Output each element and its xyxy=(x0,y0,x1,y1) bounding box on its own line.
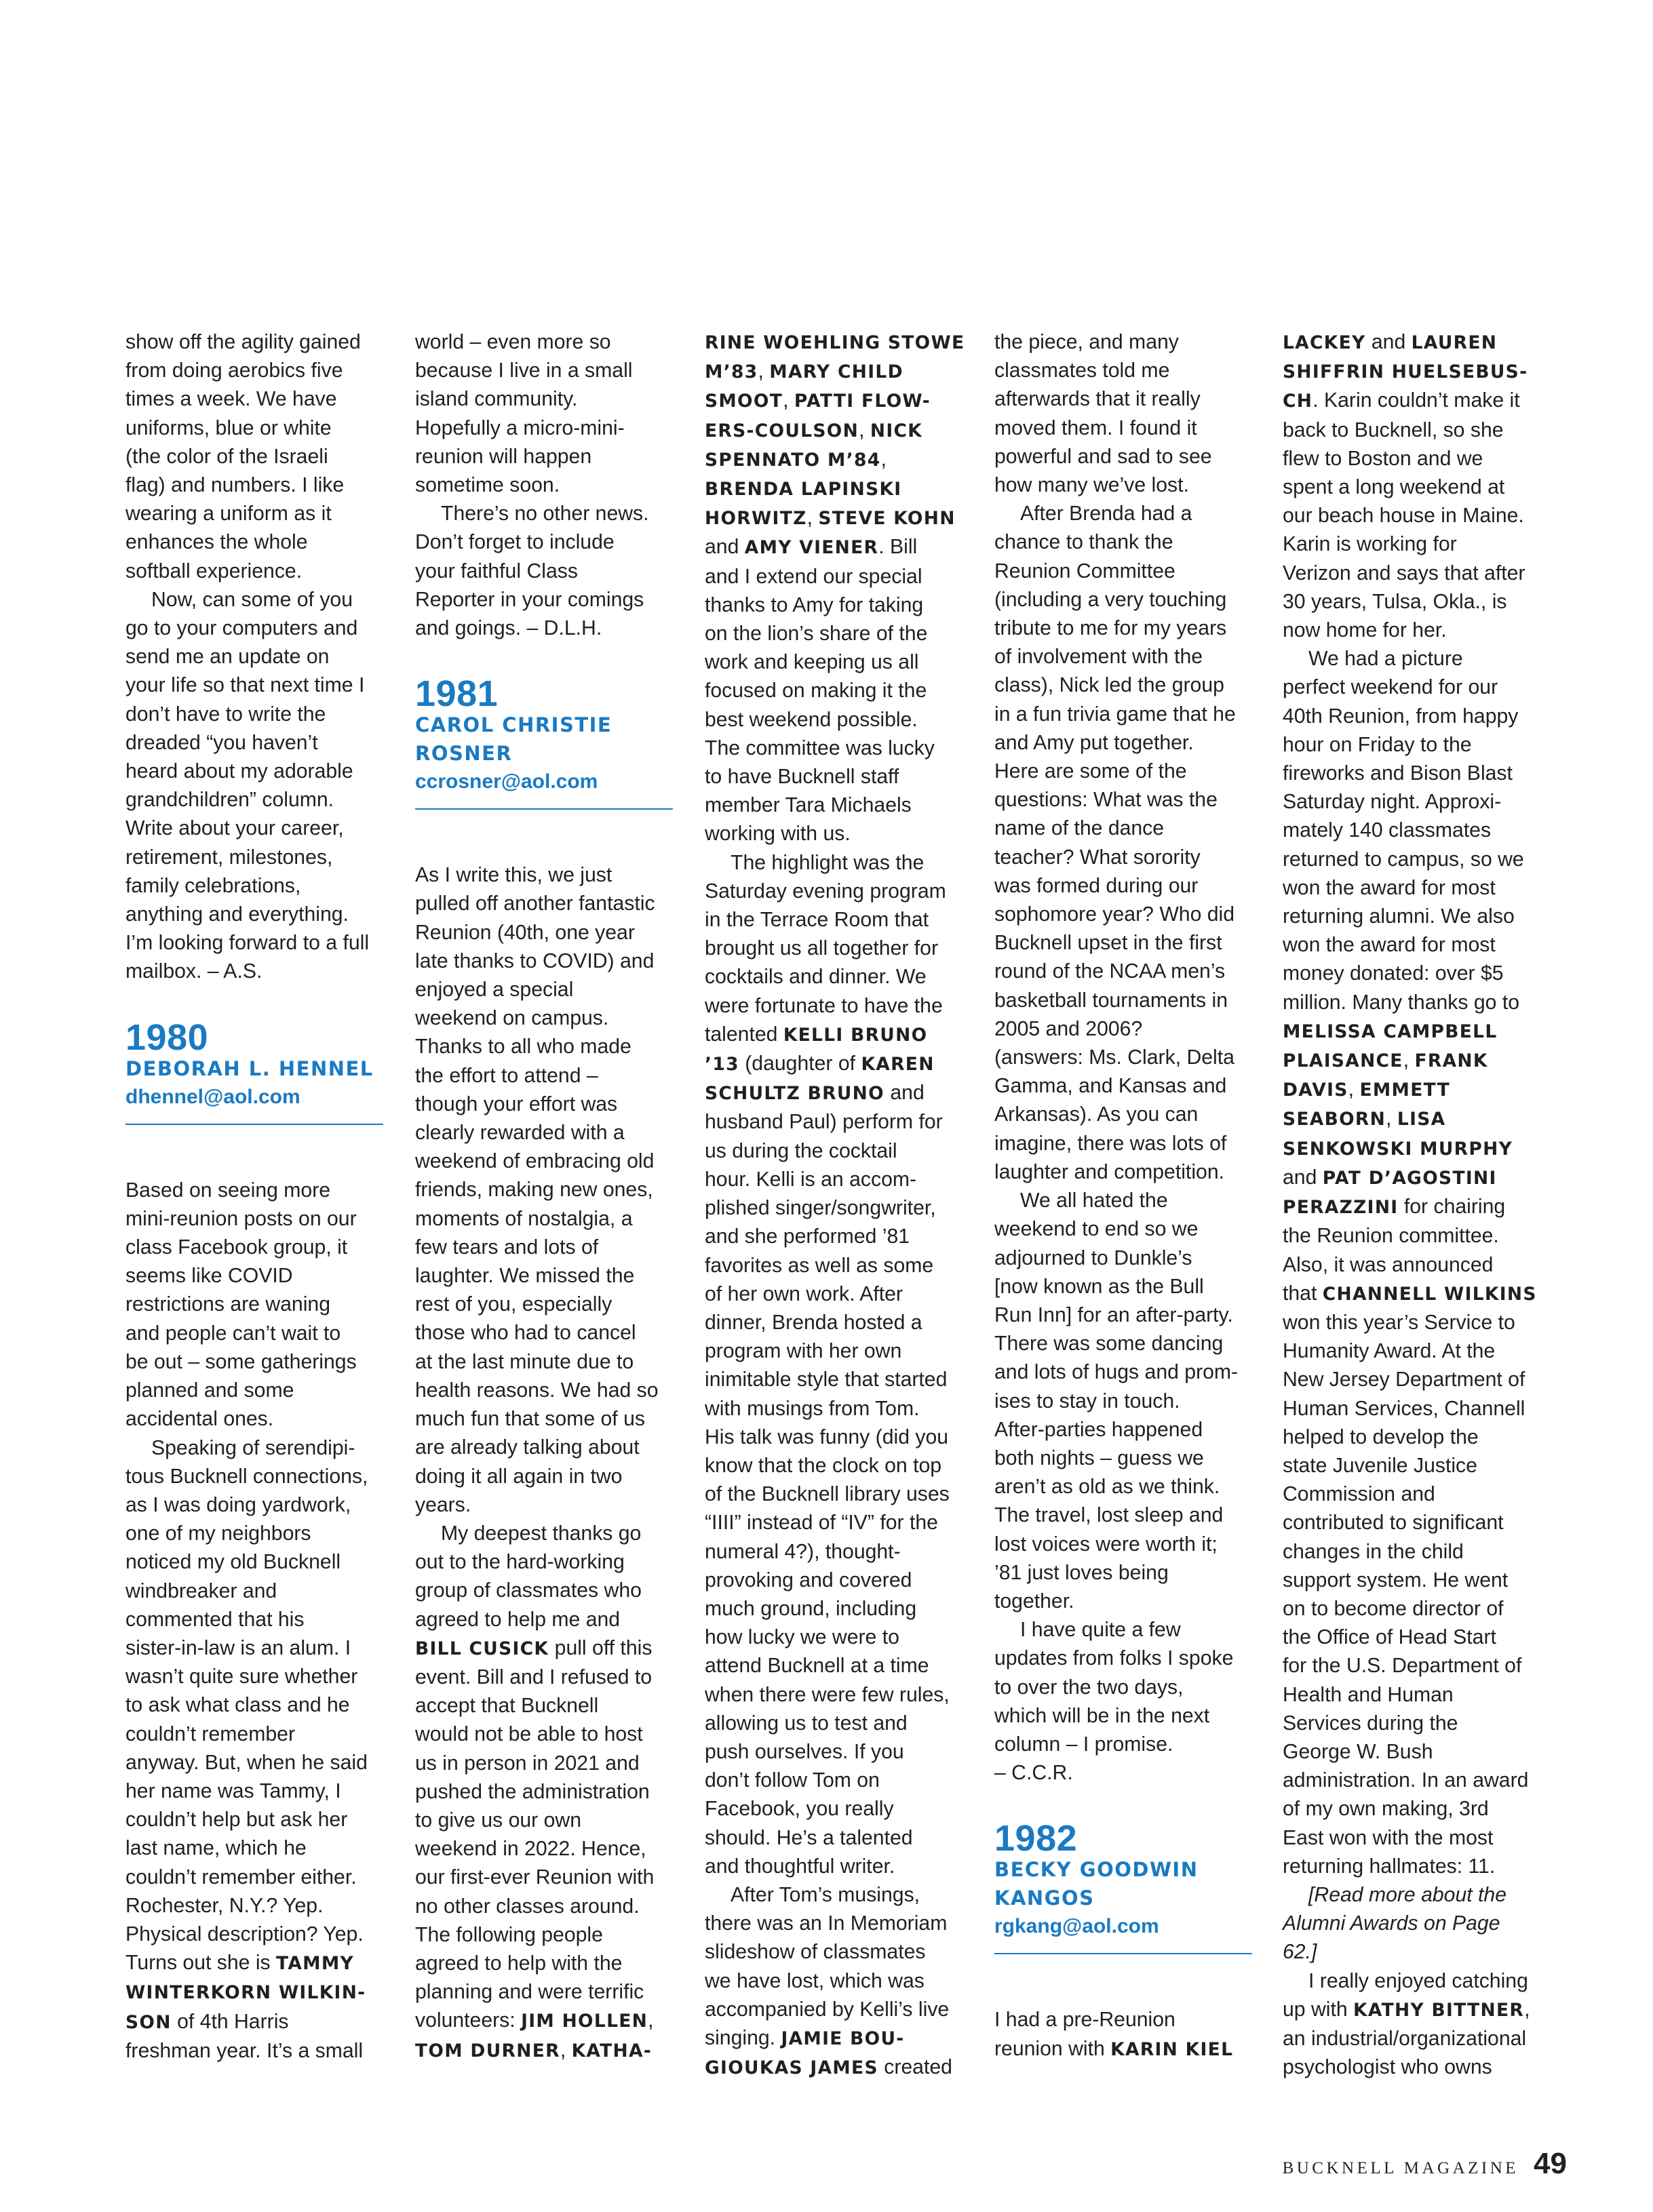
paragraph: I had a pre-Reunion reunion with KARIN KIEL xyxy=(994,2009,1234,2060)
paragraph: As I write this, we just pulled off another fantastic Reunion (40th, one year late thanks to COVID) and enjoyed a special weekend on campus. Thanks to all who made the effort to attend – though your effort was clearly rewarded with a weekend of embracing old friends, making new ones, moments of nostalgia, a few tears and lots of laughter. We missed the rest of you, especially those who had to cancel at the last minute due to health reasons. We had so much fun that some of us are already talking about doing it all again in two years. xyxy=(415,864,659,1516)
class-reporter-name: CAROL CHRISTIE ROSNER xyxy=(415,713,612,766)
classmate-name: KELLI BRUNO ’13 xyxy=(705,1024,928,1075)
classmate-name: KAREN SCHULTZ BRUNO xyxy=(705,1054,935,1105)
classmate-name: PAT D’AGOSTINI PERAZZINI xyxy=(1283,1167,1497,1219)
paragraph: the piece, and many classmates told me afterwards that it really moved them. I found it powerful and sad to see how many we’ve lost. xyxy=(994,331,1212,497)
paragraph: I really enjoyed catching up with KATHY BITTNER, an industrial/organizational psychologist who owns xyxy=(1283,1969,1530,2079)
classmate-name: KARIN KIEL xyxy=(1110,2038,1234,2060)
section-divider xyxy=(125,1124,383,1125)
classmate-name: TAMMY WINTERKORN WILKIN- SON xyxy=(125,1953,366,2033)
column-1 xyxy=(125,328,389,2066)
classmate-name: JIM HOLLEN xyxy=(521,2011,648,2032)
paragraph: We all hated the weekend to end so we adjourned to Dunkle’s [now known as the Bull Run Inn] for an after-party. There was some dancing and lots of hugs and prom- ises to stay in touch. After-parties happened both nights – guess we aren’t as old as we think. The travel, lost sleep and lost voices were worth it; ’81 just loves being together. xyxy=(994,1189,1239,1613)
reporter-email: ccrosner@aol.com xyxy=(415,770,598,793)
classmate-name: MARY CHILD SMOOT xyxy=(705,361,903,412)
classmate-name: PATTI FLOW- ERS-COULSON xyxy=(705,391,931,441)
magazine-name: BUCKNELL MAGAZINE xyxy=(1282,2159,1519,2177)
class-year-section xyxy=(994,1818,1258,1954)
class-year: 1981 xyxy=(415,673,499,715)
paragraph: After Brenda had a chance to thank the Reunion Committee (including a very touching tribute to me for my years of involvement with the class), Nick led the group in a fun trivia game that he and Amy put together. Here are some of the questions: What was the name of the dance teacher? What sorority was formed during our sophomore year? Who did Bucknell upset in the first round of the NCAA men’s basketball tournaments in 2005 and 2006? (answers: Ms. Clark, Delta Gamma, and Kansas and Arkansas). As you can imagine, there was lots of laughter and competition. xyxy=(994,502,1236,1183)
class-year-section xyxy=(415,673,678,810)
classmate-name: MELISSA CAMPBELL PLAISANCE xyxy=(1283,1021,1498,1072)
section-divider xyxy=(994,1953,1252,1954)
paragraph: show off the agility gained from doing aerobics five times a week. We have uniforms, blue or white (the color of the Israeli flag) and numbers. I like wearing a uniform as it enhances the whole softball experience. xyxy=(125,331,361,582)
class-reporter-name: BECKY GOODWIN KANGOS xyxy=(994,1858,1199,1910)
class-reporter-name: DEBORAH L. HENNEL xyxy=(125,1056,374,1080)
class-year-section xyxy=(125,1016,389,1125)
classmate-name: JAMIE BOU- GIOUKAS JAMES xyxy=(705,2028,905,2079)
column-3 xyxy=(705,328,968,2082)
paragraph: We had a picture perfect weekend for our 40th Reunion, from happy hour on Friday to the fireworks and Bison Blast Saturday night. Approxi- mately 140 classmates returned to campus, so we won the award for most returning alumni. We also won the award for most money donated: over $5 million. Many thanks go to MELISSA CAMPBELL PLAISANCE, FRANK DAVIS, EMMETT SEABORN, LISA SENKOWSKI MURPHY and PAT D’AGOSTINI PERAZZINI for chairing the Reunion committee. Also, it was announced that CHANNELL WILKINS won this year’s Service to Humanity Award. At the New Jersey Department of Human Services, Channell helped to develop the state Juvenile Justice Commission and contributed to significant changes in the child support system. He went on to become director of the Office of Head Start for the U.S. Department of Health and Human Services during the George W. Bush administration. In an award of my own making, 3rd East won with the most returning hallmates: 11. xyxy=(1283,648,1537,1878)
paragraph: My deepest thanks go out to the hard-working group of classmates who agreed to help me and BILL CUSICK pull off this event. Bill and I refused to accept that Bucknell would not be able to host us in person in 2021 and pushed the administration to give us our own weekend in 2022. Hence, our first-ever Reunion with no other classes around. The following people agreed to help with the planning and were terrific volunteers: JIM HOLLEN, TOM DURNER, KATHA- xyxy=(415,1522,655,2061)
classmate-name: BRENDA LAPINSKI HORWITZ xyxy=(705,479,902,530)
column-4 xyxy=(994,328,1258,2064)
classmate-name: KATHA- xyxy=(571,2040,653,2061)
reporter-email: rgkang@aol.com xyxy=(994,1915,1159,1938)
column-2 xyxy=(415,328,678,2066)
class-year: 1980 xyxy=(125,1016,209,1058)
page-footer xyxy=(1283,2147,1567,2181)
paragraph: world – even more so because I live in a small island community. Hopefully a micro-mini- reunion will happen sometime soon. xyxy=(415,331,633,497)
column-5 xyxy=(1283,328,1546,2082)
classmate-name: LAUREN SHIFFRIN HUELSEBUS- CH xyxy=(1283,332,1528,412)
paragraph: LACKEY and LAUREN SHIFFRIN HUELSEBUS- CH. Karin couldn’t make it back to Bucknell, so she flew to Boston and we spent a long weekend at our beach house in Maine. Karin is working for Verizon and says that after 30 years, Tulsa, Okla., is now home for her. xyxy=(1283,331,1528,642)
classmate-name: EMMETT SEABORN xyxy=(1283,1080,1450,1130)
classmate-name: LACKEY xyxy=(1283,332,1366,353)
paragraph: Speaking of serendipi- tous Bucknell connections, as I was doing yardwork, one of my neighbors noticed my old Bucknell windbreaker and commented that his sister-in-law is an alum. I wasn’t quite sure whether to ask what class and he couldn’t remember anyway. But, when he said her name was Tammy, I couldn’t help but ask her last name, which he couldn’t remember either. Rochester, N.Y.? Yep. Physical description? Yep. Turns out she is TAMMY WINTERKORN WILKIN- SON of 4th Harris freshman year. It’s a small xyxy=(125,1436,368,2062)
section-divider xyxy=(415,808,673,810)
paragraph: [Read more about the Alumni Awards on Page 62.] xyxy=(1283,1883,1506,1964)
classmate-name: RINE WOEHLING STOWE M’83 xyxy=(705,332,965,383)
page-number: 49 xyxy=(1534,2147,1567,2180)
paragraph: The highlight was the Saturday evening program in the Terrace Room that brought us all together for cocktails and dinner. We were fortunate to have the talented KELLI BRUNO ’13 (daughter of KAREN SCHULTZ BRUNO and husband Paul) perform for us during the cocktail hour. Kelli is an accom- plished singer/songwriter, and she performed ’81 favorites as well as some of her own work. After dinner, Brenda hosted a program with her own inimitable style that started with musings from Tom. His talk was funny (did you know that the clock on top of the Bucknell library uses “IIII” instead of “IV” for the numeral 4?), thought- provoking and covered much ground, including how lucky we were to attend Bucknell at a time when there were few rules, allowing us to test and push ourselves. If you don’t follow Tom on Facebook, you really should. He’s a talented and thoughtful writer. xyxy=(705,851,950,1878)
classmate-name: BILL CUSICK xyxy=(415,1638,549,1659)
classmate-name: KATHY BITTNER xyxy=(1353,1999,1525,2021)
paragraph: Now, can some of you go to your computers and send me an update on your life so that next time I don’t have to write the dreaded “you haven’t heard about my adorable grandchildren” column. Write about your career, retirement, milestones, family celebrations, anything and everything. I’m looking forward to a full mailbox. – A.S. xyxy=(125,588,370,983)
class-year: 1982 xyxy=(994,1818,1078,1859)
paragraph: Based on seeing more mini-reunion posts on our class Facebook group, it seems like COVID restrictions are waning and people can’t wait to be out – some gatherings planned and some accidental ones. xyxy=(125,1179,357,1431)
paragraph: There’s no other news. Don’t forget to include your faithful Class Reporter in your comings and goings. – D.L.H. xyxy=(415,502,649,640)
classmate-name: CHANNELL WILKINS xyxy=(1322,1283,1537,1305)
classmate-name: LISA SENKOWSKI MURPHY xyxy=(1283,1109,1513,1160)
classmate-name: NICK SPENNATO M’84 xyxy=(705,420,923,471)
classmate-name: STEVE KOHN xyxy=(818,508,956,530)
classmate-name: TOM DURNER xyxy=(415,2040,560,2061)
paragraph: After Tom’s musings, there was an In Memoriam slideshow of classmates we have lost, which was accompanied by Kelli’s live singing. JAMIE BOU- GIOUKAS JAMES created xyxy=(705,1883,952,2079)
classmate-name: FRANK DAVIS xyxy=(1283,1050,1488,1101)
paragraph: I have quite a few updates from folks I spoke to over the two days, which will be in the next column – I promise. – C.C.R. xyxy=(994,1619,1234,1785)
paragraph: RINE WOEHLING STOWE M’83, MARY CHILD SMOOT, PATTI FLOW- ERS-COULSON, NICK SPENNATO M’84, BRENDA LAPINSKI HORWITZ, STEVE KOHN and AMY VIENER. Bill and I extend our special thanks to Amy for taking on the lion’s share of the work and keeping us all focused on making it the best weekend possible. The committee was lucky to have Bucknell staff member Tara Michaels working with us. xyxy=(705,332,965,846)
classmate-name: AMY VIENER xyxy=(744,537,879,559)
reporter-email: dhennel@aol.com xyxy=(125,1085,300,1108)
